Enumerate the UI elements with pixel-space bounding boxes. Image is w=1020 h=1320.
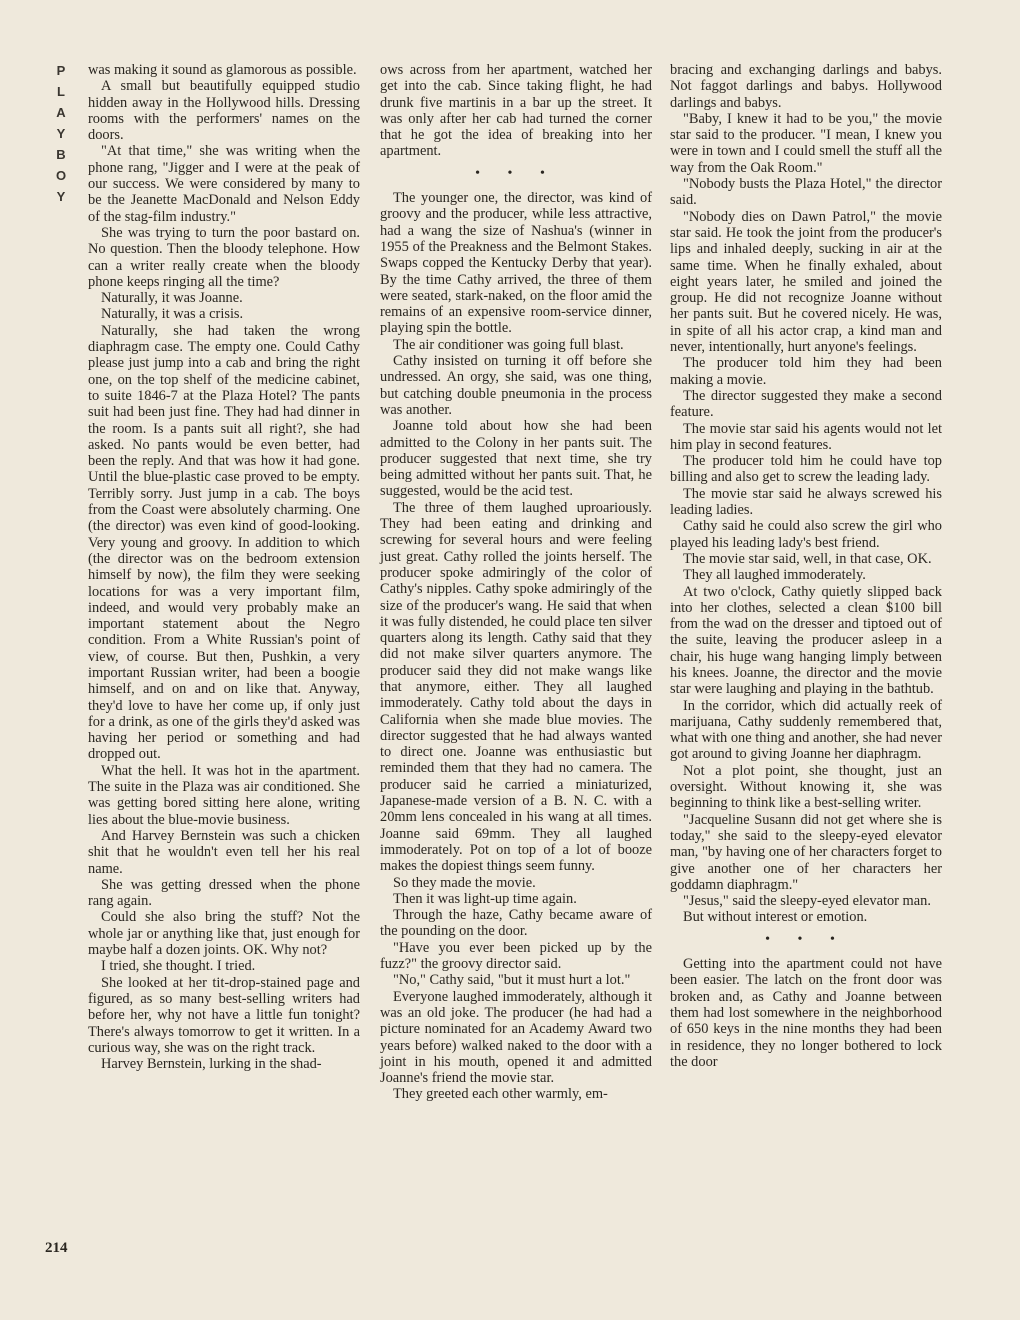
body-paragraph: The producer told him he could have top billing and also get to screw the leading lady. bbox=[670, 453, 942, 486]
page-number: 214 bbox=[45, 1240, 68, 1256]
body-paragraph: Harvey Bernstein, lurking in the shad- bbox=[101, 1056, 322, 1073]
body-paragraph: bracing and exchanging darlings and babys. Not faggot darlings and babys. Hollywood darlings and babys. bbox=[670, 62, 942, 111]
body-paragraph: The younger one, the director, was kind of groovy and the producer, while less attractive, had a wang the size of Nashua's (winner in 1955 of the Preakness and the Belmont Stakes. Swaps copped the Kentucky Derby that year). By the time Cathy arrived, the three of them were seated, stark-naked, on the floor amid the remains of an expensive room-service dinner, playing spin the bottle. bbox=[380, 190, 652, 337]
masthead-letter: Y bbox=[56, 126, 66, 141]
body-paragraph: Cathy said he could also screw the girl who played his leading lady's best friend. bbox=[670, 518, 942, 551]
body-paragraph: A small but beautifully equipped studio hidden away in the Hollywood hills. Dressing rooms with the performers' names on the doors. bbox=[88, 78, 360, 144]
body-paragraph: They greeted each other warmly, em- bbox=[393, 1086, 608, 1103]
body-paragraph: The three of them laughed uproariously. They had been eating and drinking and screwing for several hours and were feeling just great. Cathy rolled the joints herself. The producer spoke admiringly of the color of Cathy's nipples. Cathy spoke admiringly of the size of the producer's wang. He said that when it was fully distended, he could place ten silver quarters along its length. Cathy said that they did not make silver quarters anymore. The producer said they did not make wangs like that anymore, either. They all laughed immoderately. Cathy told about the days in California when she made blue movies. The director suggested that he had always wanted to direct one. Joanne was enthusiastic but reminded them that they had no camera. The producer said he carried a miniaturized, Japanese-made version of a B. N. C. with a 20mm lens concealed in his wang at all times. Joanne said 69mm. They all laughed immoderately. Pot on top of a lot of booze makes the dopiest things seem funny. bbox=[380, 499, 652, 875]
body-paragraph: "Baby, I knew it had to be you," the movie star said to the producer. "I mean, I knew you were in town and I could smell the stuff all the way from the Oak Room." bbox=[670, 110, 942, 176]
masthead-letter: L bbox=[57, 84, 65, 99]
body-paragraph: But without interest or emotion. bbox=[683, 909, 868, 926]
text-column-2 bbox=[380, 62, 652, 1103]
section-divider: • • • bbox=[475, 165, 557, 181]
masthead-letter: O bbox=[55, 168, 67, 183]
masthead-vertical bbox=[50, 60, 72, 207]
body-paragraph: Naturally, she had taken the wrong diaphragm case. The empty one. Could Cathy please just jump into a cab and bring the right one, on the top shelf of the medicine cabinet, to suite 1846-7 at the Plaza Hotel? The pants suit had been just fine. They had had dinner in the room. Is a pants suit all right?, she had asked. No pants would be even better, had been the reply. And that was how it had gone. Until the blue-plastic case proved to be empty. Terribly sorry. Just jump in a cab. The boys from the Coast were absolutely charming. One (the director) was even kind of good-looking. Very young and groovy. In addition to which (the director was on the bedroom extension himself by now), the film they were seeking locations for was a very important film, indeed, and would very probably make an important statement about the Negro condition. From a White Russian's point of view, of course. But then, Pushkin, a very important Russian writer, had been a boogie himself, and on and on like that. Anyway, they'd love to have her come up, if only just for a drink, as one of the girls they'd asked was having her period or something and had dropped out. bbox=[88, 322, 360, 763]
body-paragraph: "Nobody busts the Plaza Hotel," the director said. bbox=[670, 176, 942, 209]
masthead-letter: P bbox=[56, 63, 66, 78]
body-paragraph: The air conditioner was going full blast. bbox=[393, 336, 624, 353]
body-paragraph: So they made the movie. bbox=[393, 874, 536, 891]
body-paragraph: Joanne told about how she had been admitted to the Colony in her pants suit. The producer suggested that next time, she try being admitted without her pants suit. That, he suggested, would be the acid test. bbox=[380, 418, 652, 500]
text-column-3 bbox=[670, 62, 942, 1070]
body-paragraph: "Jesus," said the sleepy-eyed elevator man. bbox=[683, 893, 931, 910]
body-paragraph: I tried, she thought. I tried. bbox=[101, 958, 256, 975]
body-paragraph: What the hell. It was hot in the apartment. The suite in the Plaza was air conditioned. She was getting bored sitting here alone, writing lies about the blue-movie business. bbox=[88, 762, 360, 828]
body-paragraph: Naturally, it was a crisis. bbox=[101, 306, 244, 323]
body-paragraph: Could she also bring the stuff? Not the whole jar or anything like that, just enough for maybe half a dozen joints. OK. Why not? bbox=[88, 909, 360, 959]
masthead-letter: B bbox=[56, 147, 66, 162]
body-paragraph: Everyone laughed immoderately, although it was an old joke. The producer (he had had a picture nominated for an Academy Award two years before) walked naked to the door with a joint in his mouth, opened it and admitted Joanne's friend the movie star. bbox=[380, 988, 652, 1087]
body-paragraph: "Jacqueline Susann did not get where she is today," she said to the sleepy-eyed elevator man, "by having one of her characters forget to give another one of her characters her goddamn diaphragm." bbox=[670, 811, 942, 893]
body-paragraph: The producer told him they had been making a movie. bbox=[670, 355, 942, 388]
body-paragraph: "At that time," she was writing when the phone rang, "Jigger and I were at the peak of our success. We were considered by many to be the Jeanette MacDonald and Nelson Eddy of the stag-film industry." bbox=[88, 143, 360, 225]
body-paragraph: She looked at her tit-drop-stained page and figured, as so many best-selling writers had before her, why not have a little fun tonight? There's always tomorrow to get it written. In a curious way, she was on the right track. bbox=[88, 974, 360, 1056]
body-paragraph: Through the haze, Cathy became aware of the pounding on the door. bbox=[380, 907, 652, 940]
section-divider: • • • bbox=[765, 931, 847, 947]
body-paragraph: The movie star said, well, in that case, OK. bbox=[683, 550, 932, 567]
body-paragraph: Then it was light-up time again. bbox=[393, 890, 577, 907]
body-paragraph: Naturally, it was Joanne. bbox=[101, 290, 243, 307]
masthead-letter: Y bbox=[56, 189, 66, 204]
text-column-1 bbox=[88, 62, 360, 1072]
body-paragraph: She was trying to turn the poor bastard on. No question. Then the bloody telephone. How can a writer really create when the bloody phone keeps ringing all the time? bbox=[88, 224, 360, 290]
body-paragraph: ows across from her apartment, watched her get into the cab. Since taking flight, he had drunk five martinis in a bar up the street. It was only after her cab had turned the corner that he got the idea of breaking into her apartment. bbox=[380, 62, 652, 160]
body-paragraph: They all laughed immoderately. bbox=[683, 567, 866, 584]
body-paragraph: Cathy insisted on turning it off before she undressed. An orgy, she said, was one thing, but catching double pneumonia in the process was another. bbox=[380, 353, 652, 418]
body-paragraph: "No," Cathy said, "but it must hurt a lot." bbox=[393, 972, 631, 989]
body-paragraph: At two o'clock, Cathy quietly slipped back into her clothes, selected a clean $100 bill from the wad on the dresser and tiptoed out of the suite, leaving the producer asleep in a chair, his huge wang hanging limply between his knees. Joanne, the director and the movie star were laughing and playing in the bathtub. bbox=[670, 583, 942, 698]
body-paragraph: was making it sound as glamorous as possible. bbox=[88, 62, 357, 78]
body-paragraph: The movie star said his agents would not let him play in second features. bbox=[670, 420, 942, 453]
body-paragraph: In the corridor, which did actually reek of marijuana, Cathy suddenly remembered that, what with one thing and another, she had never got around to giving Joanne her diaphragm. bbox=[670, 697, 942, 763]
body-paragraph: And Harvey Bernstein was such a chicken shit that he wouldn't even tell her his real name. bbox=[88, 827, 360, 877]
body-paragraph: "Nobody dies on Dawn Patrol," the movie star said. He took the joint from the producer's lips and inhaled deeply, sucking in air at the same time. When he finally exhaled, about eight years later, he smiled and joined the group. He did not recognize Joanne without her pants suit. But he covered nicely. He was, in spite of all his actor crap, a kind man and never, intentionally, hurt anyone's feelings. bbox=[670, 208, 942, 356]
body-paragraph: Getting into the apartment could not have been easier. The latch on the front door was broken and, as Cathy and Joanne between them had lost somewhere in the neighborhood of 650 keys in the nine months they had been in residence, they no longer bothered to lock the door bbox=[670, 956, 942, 1070]
masthead-letter: A bbox=[56, 105, 66, 120]
body-paragraph: "Have you ever been picked up by the fuzz?" the groovy director said. bbox=[380, 939, 652, 973]
body-paragraph: Not a plot point, she thought, just an oversight. Without knowing it, she was beginning to think like a best-selling writer. bbox=[670, 762, 942, 812]
body-paragraph: The director suggested they make a second feature. bbox=[670, 387, 942, 421]
body-paragraph: The movie star said he always screwed his leading ladies. bbox=[670, 485, 942, 519]
body-paragraph: She was getting dressed when the phone rang again. bbox=[88, 876, 360, 910]
